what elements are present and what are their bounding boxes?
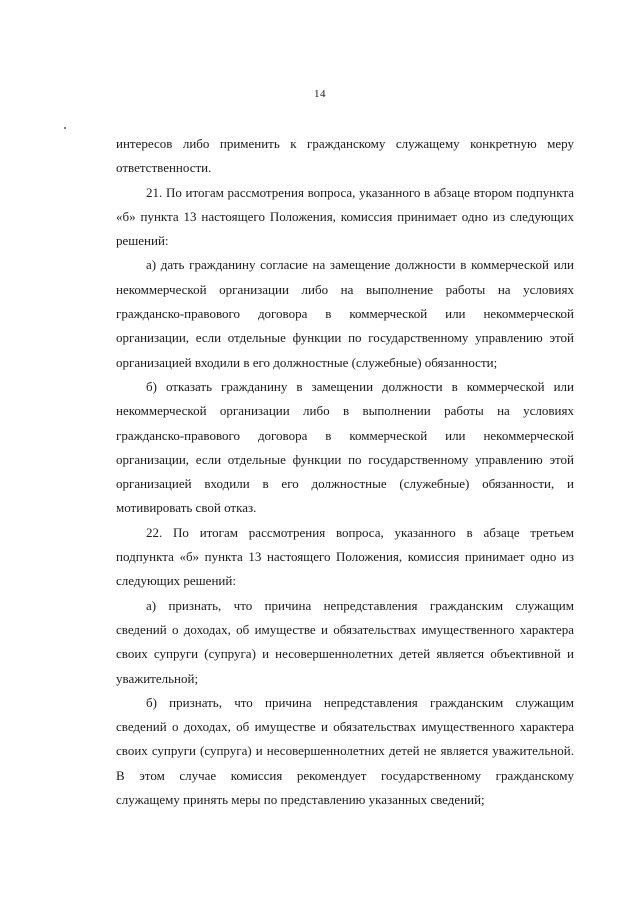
text-line: своих супруги (супруга) и несовершеннолетних детей является объективной и bbox=[116, 646, 574, 662]
text-line: служащему принять меры по представлению указанных сведений; bbox=[116, 792, 485, 808]
text-line: мотивировать свой отказ. bbox=[116, 500, 257, 516]
text-line: а) признать, что причина непредставления гражданским служащим bbox=[146, 597, 574, 613]
text-line: организацией входили в его должностные (служебные) обязанности, и bbox=[116, 476, 574, 492]
paragraph-continuation bbox=[116, 132, 574, 181]
paragraph-item-22a bbox=[116, 594, 574, 691]
text-line: 21. По итогам рассмотрения вопроса, указанного в абзаце втором подпункта bbox=[146, 184, 574, 200]
text-line: организации, если отдельные функции по государственному управлению этой bbox=[116, 330, 574, 346]
document-body bbox=[116, 132, 574, 812]
text-line: 22. По итогам рассмотрения вопроса, указанного в абзаце третьем bbox=[146, 524, 574, 540]
paragraph-item-21a bbox=[116, 253, 574, 374]
text-line: следующих решений: bbox=[116, 573, 236, 589]
text-line: организацией входили в его должностные (служебные) обязанности; bbox=[116, 354, 498, 370]
paragraph-item-22 bbox=[116, 521, 574, 594]
text-line: б) отказать гражданину в замещении должности в коммерческой или bbox=[146, 378, 574, 394]
text-line: а) дать гражданину согласие на замещение должности в коммерческой или bbox=[146, 257, 574, 273]
page-number: 14 bbox=[314, 88, 326, 100]
text-line: своих супруги (супруга) и несовершеннолетних детей не является уважительной. bbox=[116, 743, 574, 759]
text-line: сведений о доходах, об имуществе и обязательствах имущественного характера bbox=[116, 719, 574, 735]
text-line: некоммерческой организации либо в выполнении работы на условиях bbox=[116, 403, 574, 419]
scan-speck bbox=[64, 127, 66, 129]
text-line: б) признать, что причина непредставления гражданским служащим bbox=[146, 694, 574, 710]
paragraph-item-21b bbox=[116, 375, 574, 521]
text-line: гражданско-правового договора в коммерческой или некоммерческой bbox=[116, 427, 574, 443]
text-line: некоммерческой организации либо на выполнение работы на условиях bbox=[116, 281, 574, 297]
paragraph-item-22b bbox=[116, 691, 574, 812]
paragraph-item-21 bbox=[116, 181, 574, 254]
text-line: интересов либо применить к гражданскому служащему конкретную меру bbox=[116, 136, 574, 151]
text-line: сведений о доходах, об имуществе и обязательствах имущественного характера bbox=[116, 621, 574, 637]
text-line: ответственности. bbox=[116, 160, 212, 176]
text-line: гражданско-правового договора в коммерческой или некоммерческой bbox=[116, 306, 574, 322]
text-line: уважительной; bbox=[116, 670, 199, 686]
text-line: организации, если отдельные функции по государственному управлению этой bbox=[116, 451, 574, 467]
text-line: В этом случае комиссия рекомендует государственному гражданскому bbox=[116, 767, 574, 783]
text-line: решений: bbox=[116, 233, 169, 249]
text-line: «б» пункта 13 настоящего Положения, комиссия принимает одно из следующих bbox=[116, 208, 574, 224]
text-line: подпункта «б» пункта 13 настоящего Положения, комиссия принимает одно из bbox=[116, 549, 574, 565]
